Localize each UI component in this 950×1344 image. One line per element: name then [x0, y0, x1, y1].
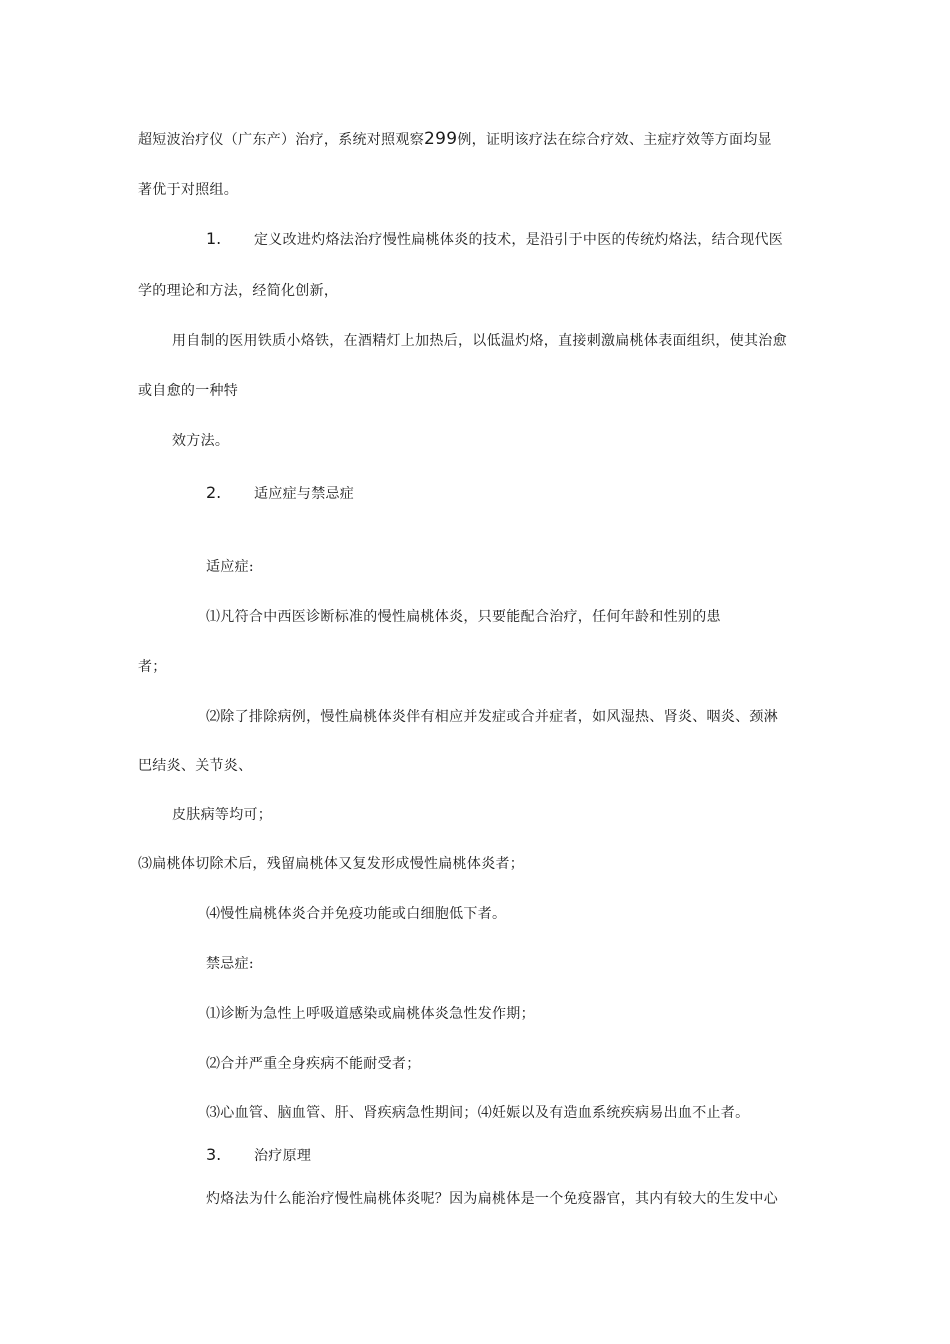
section-1-line-5: 效方法。 — [172, 433, 230, 449]
section-3-line-1: 灼烙法为什么能治疗慢性扁桃体炎呢？因为扁桃体是一个免疫器官，其内有较大的生发中心 — [206, 1191, 778, 1207]
section-1-line-3: 用自制的医用铁质小烙铁，在酒精灯上加热后，以低温灼烙，直接刺激扁桃体表面组织，使其治愈 — [172, 333, 787, 349]
indication-4: ⑷慢性扁桃体炎合并免疫功能或白细胞低下者。 — [206, 906, 507, 922]
contraindication-3-4: ⑶心血管、脑血管、肝、肾疾病急性期间；⑷妊娠以及有造血系统疾病易出血不止者。 — [206, 1105, 750, 1121]
section-2-title: 适应症与禁忌症 — [254, 486, 355, 502]
indications-label: 适应症: — [206, 559, 254, 575]
case-count: 299 — [424, 129, 458, 149]
contraindications-label: 禁忌症: — [206, 956, 254, 972]
indication-3: ⑶扁桃体切除术后，残留扁桃体又复发形成慢性扁桃体炎者； — [138, 856, 525, 872]
section-1-number: 1. — [206, 229, 222, 248]
section-1-line-4: 或自愈的一种特 — [138, 383, 239, 399]
intro-line-2: 著优于对照组。 — [138, 182, 239, 198]
intro-text-a: 超短波治疗仪（广东产）治疗，系统对照观察 — [138, 132, 424, 148]
section-1-line-1: 定义改进灼烙法治疗慢性扁桃体炎的技术，是沿引于中医的传统灼烙法，结合现代医 — [254, 232, 784, 248]
section-3-number: 3. — [206, 1145, 222, 1164]
indication-2-line-2: 巴结炎、关节炎、 — [138, 758, 253, 774]
section-3-title: 治疗原理 — [254, 1148, 312, 1164]
section-1-line-2: 学的理论和方法，经简化创新， — [138, 283, 339, 299]
intro-text-b: 例，证明该疗法在综合疗效、主症疗效等方面均显 — [457, 132, 772, 148]
indication-2-line-3: 皮肤病等均可； — [172, 807, 273, 823]
contraindication-2: ⑵合并严重全身疾病不能耐受者； — [206, 1056, 421, 1072]
indication-1-line-1: ⑴凡符合中西医诊断标准的慢性扁桃体炎，只要能配合治疗，任何年龄和性别的患 — [206, 609, 721, 625]
contraindication-1: ⑴诊断为急性上呼吸道感染或扁桃体炎急性发作期； — [206, 1006, 535, 1022]
section-2-number: 2. — [206, 483, 222, 502]
intro-line-1 — [138, 130, 772, 149]
indication-2-line-1: ⑵除了排除病例，慢性扁桃体炎伴有相应并发症或合并症者，如风湿热、肾炎、咽炎、颈淋 — [206, 709, 778, 725]
indication-1-line-2: 者； — [138, 659, 167, 675]
